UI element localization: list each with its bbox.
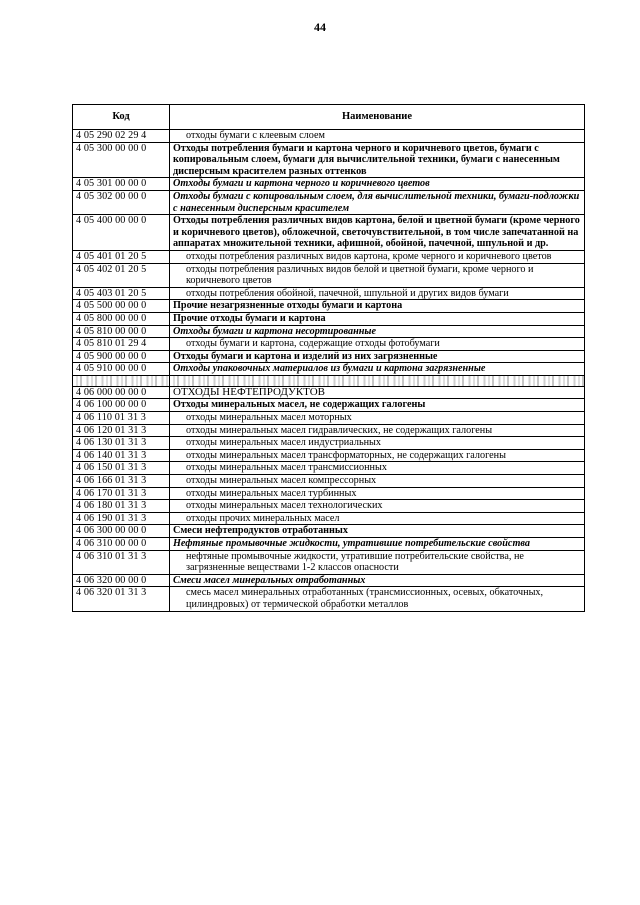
table-row	[73, 449, 585, 462]
row-name: Отходы потребления различных видов картона, белой и цветной бумаги (кроме черного и коричневого цветов), обложечной, светочувствительной, в том числе запечатанной на аппаратах множительной техники, афишной, обойной, пачечной, шпульной и др.	[170, 215, 585, 251]
table-row	[73, 424, 585, 437]
row-code: 4 05 810 01 29 4	[73, 338, 170, 351]
row-code: 4 05 290 02 29 4	[73, 130, 170, 143]
row-name: отходы минеральных масел технологических	[170, 500, 585, 513]
row-code: 4 05 810 00 00 0	[73, 325, 170, 338]
table-row	[73, 300, 585, 313]
table-row	[73, 462, 585, 475]
table-body	[73, 130, 585, 612]
row-code: 4 06 140 01 31 3	[73, 449, 170, 462]
row-code: 4 05 400 00 00 0	[73, 215, 170, 251]
column-header-name: Наименование	[170, 105, 585, 130]
row-name: Смеси нефтепродуктов отработанных	[170, 525, 585, 538]
row-code: 4 06 310 01 31 3	[73, 550, 170, 574]
table-header-row	[73, 105, 585, 130]
row-code: 4 06 190 01 31 3	[73, 512, 170, 525]
row-code: 4 06 100 00 00 0	[73, 399, 170, 412]
row-name: отходы потребления различных видов картона, кроме черного и коричневого цветов	[170, 250, 585, 263]
scan-noise-row	[73, 375, 585, 386]
row-name: Отходы бумаги и картона несортированные	[170, 325, 585, 338]
row-code: 4 05 302 00 00 0	[73, 190, 170, 214]
row-name: отходы минеральных масел трансмиссионных	[170, 462, 585, 475]
row-code: 4 05 900 00 00 0	[73, 350, 170, 363]
row-name: отходы минеральных масел турбинных	[170, 487, 585, 500]
row-code: 4 05 402 01 20 5	[73, 263, 170, 287]
table-row	[73, 325, 585, 338]
row-code: 4 06 320 01 31 3	[73, 587, 170, 611]
row-name: Отходы упаковочных материалов из бумаги и картона загрязненные	[170, 363, 585, 376]
row-code: 4 05 403 01 20 5	[73, 287, 170, 300]
row-name: отходы минеральных масел трансформаторных, не содержащих галогены	[170, 449, 585, 462]
row-name: Отходы минеральных масел, не содержащих галогены	[170, 399, 585, 412]
row-code: 4 05 301 00 00 0	[73, 178, 170, 191]
row-name: отходы минеральных масел гидравлических, не содержащих галогены	[170, 424, 585, 437]
table-row	[73, 250, 585, 263]
row-name: смесь масел минеральных отработанных (трансмиссионных, осевых, обкаточных, цилиндровых) от термической обработки металлов	[170, 587, 585, 611]
table-row	[73, 525, 585, 538]
table-row	[73, 574, 585, 587]
row-code: 4 06 320 00 00 0	[73, 574, 170, 587]
row-code: 4 06 000 00 00 0	[73, 386, 170, 399]
row-name: Отходы бумаги и картона черного и коричневого цветов	[170, 178, 585, 191]
row-name: Отходы потребления бумаги и картона черного и коричневого цветов, бумаги с копировальным слоем, бумаги для вычислительной техники, бумаги с нанесенным дисперсным красителем разных оттенков	[170, 142, 585, 178]
row-code: 4 06 180 01 31 3	[73, 500, 170, 513]
table-row	[73, 363, 585, 376]
row-name: Отходы бумаги с копировальным слоем, для вычислительной техники, бумаги-подложки с нанесенным дисперсным красителем	[170, 190, 585, 214]
row-name: ОТХОДЫ НЕФТЕПРОДУКТОВ	[170, 386, 585, 399]
row-name: нефтяные промывочные жидкости, утратившие потребительские свойства, не загрязненные веществами 1-2 классов опасности	[170, 550, 585, 574]
row-name: отходы бумаги и картона, содержащие отходы фотобумаги	[170, 338, 585, 351]
row-code: 4 06 120 01 31 3	[73, 424, 170, 437]
row-code: 4 06 166 01 31 3	[73, 475, 170, 488]
table-row	[73, 312, 585, 325]
row-code: 4 06 170 01 31 3	[73, 487, 170, 500]
row-name: отходы минеральных масел моторных	[170, 412, 585, 425]
table-row	[73, 475, 585, 488]
row-name: Прочие незагрязненные отходы бумаги и картона	[170, 300, 585, 313]
table-row	[73, 538, 585, 551]
table-row	[73, 399, 585, 412]
row-code: 4 05 300 00 00 0	[73, 142, 170, 178]
row-name: Смеси масел минеральных отработанных	[170, 574, 585, 587]
table-row	[73, 215, 585, 251]
row-name: отходы прочих минеральных масел	[170, 512, 585, 525]
row-code: 4 06 130 01 31 3	[73, 437, 170, 450]
row-code: 4 05 910 00 00 0	[73, 363, 170, 376]
table-row	[73, 142, 585, 178]
row-name: отходы минеральных масел индустриальных	[170, 437, 585, 450]
row-code: 4 06 150 01 31 3	[73, 462, 170, 475]
row-name: Прочие отходы бумаги и картона	[170, 312, 585, 325]
table-row	[73, 338, 585, 351]
table-row	[73, 287, 585, 300]
row-name: отходы бумаги с клеевым слоем	[170, 130, 585, 143]
table-row	[73, 178, 585, 191]
column-header-code: Код	[73, 105, 170, 130]
row-name: отходы минеральных масел компрессорных	[170, 475, 585, 488]
table-row	[73, 587, 585, 611]
table-row	[73, 500, 585, 513]
table-row	[73, 263, 585, 287]
row-code: 4 06 300 00 00 0	[73, 525, 170, 538]
table-row	[73, 386, 585, 399]
row-code: 4 06 310 00 00 0	[73, 538, 170, 551]
row-name: Нефтяные промывочные жидкости, утратившие потребительские свойства	[170, 538, 585, 551]
row-name: отходы потребления обойной, пачечной, шпульной и других видов бумаги	[170, 287, 585, 300]
row-code: 4 05 800 00 00 0	[73, 312, 170, 325]
row-code: 4 06 110 01 31 3	[73, 412, 170, 425]
row-code: 4 05 401 01 20 5	[73, 250, 170, 263]
table-row	[73, 190, 585, 214]
table-row	[73, 550, 585, 574]
table-row	[73, 350, 585, 363]
table-row	[73, 487, 585, 500]
row-name: отходы потребления различных видов белой и цветной бумаги, кроме черного и коричневого цветов	[170, 263, 585, 287]
row-name	[170, 375, 585, 386]
table-row	[73, 512, 585, 525]
row-code	[73, 375, 170, 386]
row-code: 4 05 500 00 00 0	[73, 300, 170, 313]
table-row	[73, 412, 585, 425]
row-name: Отходы бумаги и картона и изделий из них загрязненные	[170, 350, 585, 363]
page-number: 44	[314, 20, 326, 34]
table-row	[73, 437, 585, 450]
table-row	[73, 130, 585, 143]
waste-code-table	[72, 104, 585, 612]
